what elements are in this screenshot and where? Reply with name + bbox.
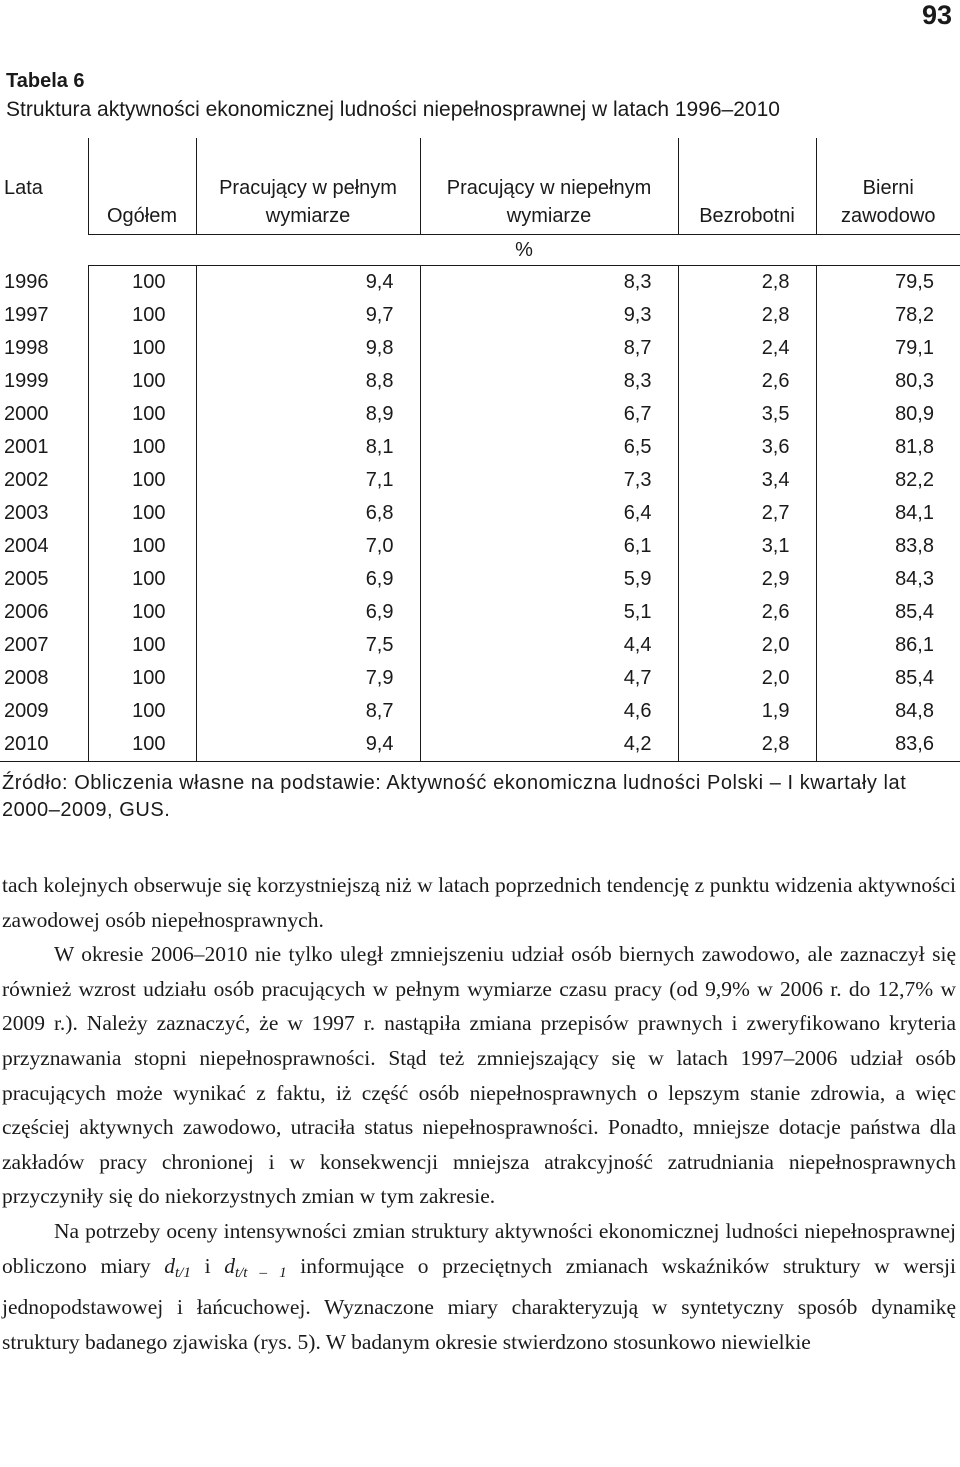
- fulltime-cell: 8,1: [196, 431, 420, 464]
- year-cell: 2001: [4, 436, 49, 458]
- parttime-cell: 9,3: [420, 299, 678, 332]
- paragraph-3-conjunction: i: [190, 1253, 225, 1278]
- inactive-cell: 85,4: [816, 662, 960, 695]
- inactive-cell: 84,3: [816, 563, 960, 596]
- total-cell: 100: [88, 596, 196, 629]
- parttime-cell: 6,1: [420, 530, 678, 563]
- year-cell: 1998: [4, 337, 49, 359]
- parttime-cell: 4,4: [420, 629, 678, 662]
- fulltime-cell: 9,4: [196, 266, 420, 300]
- parttime-cell: 8,3: [420, 266, 678, 300]
- table-row: [0, 695, 960, 728]
- inactive-cell: 80,9: [816, 398, 960, 431]
- inactive-cell: 83,8: [816, 530, 960, 563]
- total-cell: 100: [88, 464, 196, 497]
- parttime-cell: 5,9: [420, 563, 678, 596]
- fulltime-cell: 7,9: [196, 662, 420, 695]
- year-cell: 2009: [4, 700, 49, 722]
- unemployed-cell: 2,9: [678, 563, 816, 596]
- fulltime-cell: 7,0: [196, 530, 420, 563]
- total-cell: 100: [88, 662, 196, 695]
- fulltime-cell: 8,8: [196, 365, 420, 398]
- header-unemployed: Bezrobotni: [678, 138, 816, 235]
- total-cell: 100: [88, 530, 196, 563]
- parttime-cell: 8,7: [420, 332, 678, 365]
- year-cell: 1997: [4, 304, 49, 326]
- parttime-cell: 7,3: [420, 464, 678, 497]
- header-fulltime: Pracujący w pełnym wymiarze: [196, 138, 420, 235]
- unemployed-cell: 2,7: [678, 497, 816, 530]
- header-inactive: Bierni zawodowo: [816, 138, 960, 235]
- table-row: [0, 464, 960, 497]
- table-row: [0, 530, 960, 563]
- fulltime-cell: 7,1: [196, 464, 420, 497]
- page-number: 93: [921, 0, 952, 30]
- unemployed-cell: 3,4: [678, 464, 816, 497]
- table-row: [0, 728, 960, 762]
- measure-symbol-1: d: [164, 1253, 176, 1278]
- unemployed-cell: 2,0: [678, 629, 816, 662]
- header-year: Lata: [4, 176, 43, 199]
- parttime-cell: 5,1: [420, 596, 678, 629]
- parttime-cell: 6,5: [420, 431, 678, 464]
- table-row: [0, 629, 960, 662]
- unemployed-cell: 2,8: [678, 299, 816, 332]
- unemployed-cell: 1,9: [678, 695, 816, 728]
- table-row: [0, 596, 960, 629]
- paragraph-3-part-a: Na potrzeby oceny intensywności zmian struktury aktywności ekonomicznej ludności niepełnosprawnej obliczono miary: [2, 1218, 956, 1278]
- table-subtitle: Struktura aktywności ekonomicznej ludności niepełnosprawnej w latach 1996–2010: [6, 98, 780, 121]
- total-cell: 100: [88, 332, 196, 365]
- paragraph-1: tach kolejnych obserwuje się korzystniejszą niż w latach poprzednich tendencję z punktu widzenia aktywności zawodowej osób niepełnosprawnych.: [2, 873, 956, 932]
- table-row: [0, 563, 960, 596]
- total-cell: 100: [88, 365, 196, 398]
- inactive-cell: 79,1: [816, 332, 960, 365]
- year-cell: 1999: [4, 370, 49, 392]
- total-cell: 100: [88, 431, 196, 464]
- year-cell: 2004: [4, 535, 49, 557]
- year-cell: 2008: [4, 667, 49, 689]
- measure-subscript-2: t/t – 1: [234, 1264, 287, 1281]
- total-cell: 100: [88, 629, 196, 662]
- year-cell: 2003: [4, 502, 49, 524]
- table-row: [0, 332, 960, 365]
- parttime-cell: 4,2: [420, 728, 678, 762]
- unemployed-cell: 2,6: [678, 596, 816, 629]
- header-unit: %: [88, 235, 960, 266]
- year-cell: 2005: [4, 568, 49, 590]
- unemployed-cell: 2,0: [678, 662, 816, 695]
- inactive-cell: 83,6: [816, 728, 960, 762]
- paragraph-3-part-b: informujące o przeciętnych zmianach wskaźników struktury w wersji jednopodstawowej i łańcuchowej. Wyznaczone miary charakteryzują w syntetyczny sposób dynamikę struktury badanego zjawiska (rys. 5). W badanym okresie stwierdzono stosunkowo niewielkie: [2, 1253, 956, 1354]
- unemployed-cell: 2,4: [678, 332, 816, 365]
- unemployed-cell: 3,1: [678, 530, 816, 563]
- measure-subscript-1: t/1: [175, 1264, 191, 1281]
- measure-symbol-2: d: [224, 1253, 235, 1278]
- total-cell: 100: [88, 266, 196, 300]
- inactive-cell: 84,1: [816, 497, 960, 530]
- fulltime-cell: 9,4: [196, 728, 420, 762]
- fulltime-cell: 8,9: [196, 398, 420, 431]
- fulltime-cell: 6,8: [196, 497, 420, 530]
- table-row: [0, 497, 960, 530]
- unemployed-cell: 2,8: [678, 728, 816, 762]
- inactive-cell: 80,3: [816, 365, 960, 398]
- total-cell: 100: [88, 398, 196, 431]
- year-cell: 2010: [0, 728, 88, 762]
- total-cell: 100: [88, 563, 196, 596]
- fulltime-cell: 7,5: [196, 629, 420, 662]
- table-row: [0, 662, 960, 695]
- inactive-cell: 84,8: [816, 695, 960, 728]
- parttime-cell: 8,3: [420, 365, 678, 398]
- year-cell: 2006: [4, 601, 49, 623]
- unemployed-cell: 2,8: [678, 266, 816, 300]
- inactive-cell: 79,5: [816, 266, 960, 300]
- year-cell: 1996: [4, 270, 49, 293]
- table-row: [0, 431, 960, 464]
- parttime-cell: 4,6: [420, 695, 678, 728]
- fulltime-cell: 9,8: [196, 332, 420, 365]
- table-row: [0, 365, 960, 398]
- inactive-cell: 78,2: [816, 299, 960, 332]
- year-cell: 2000: [4, 403, 49, 425]
- header-parttime: Pracujący w niepełnym wymiarze: [420, 138, 678, 235]
- parttime-cell: 4,7: [420, 662, 678, 695]
- table-row: [0, 398, 960, 431]
- inactive-cell: 81,8: [816, 431, 960, 464]
- parttime-cell: 6,7: [420, 398, 678, 431]
- paragraph-3: [2, 1214, 956, 1359]
- fulltime-cell: 6,9: [196, 596, 420, 629]
- table-body: [0, 266, 960, 762]
- table-row: [0, 299, 960, 332]
- year-cell: 2007: [4, 634, 49, 656]
- table-row: [0, 266, 960, 300]
- unemployed-cell: 3,6: [678, 431, 816, 464]
- total-cell: 100: [88, 695, 196, 728]
- data-table: [0, 138, 960, 762]
- paragraph-2: W okresie 2006–2010 nie tylko uległ zmniejszeniu udział osób biernych zawodowo, ale zaznaczył się również wzrost udziału osób pracujących w pełnym wymiarze czasu pracy (od 9,9% w 2006 r. do 12,7% w 2009 r.). Należy zaznaczyć, że w 1997 r. nastąpiła zmiana przepisów prawnych i zweryfikowano kryteria przyznawania stopni niepełnosprawności. Stąd też zmniejszający się w latach 1997–2006 udział osób pracujących może wynikać z faktu, iż część osób niepełnosprawnych o lepszym stanie zdrowia, a więc częściej aktywnych zawodowo, utraciła status niepełnosprawności. Ponadto, mniejsze dotacje państwa dla zakładów pracy chronionej i w konsekwencji mniejsza atrakcyjność zatrudniania niepełnosprawnych przyczyniły się do niekorzystnych zmian w tym zakresie.: [2, 942, 956, 1209]
- inactive-cell: 85,4: [816, 596, 960, 629]
- fulltime-cell: 8,7: [196, 695, 420, 728]
- table-source: Źródło: Obliczenia własne na podstawie: Aktywność ekonomiczna ludności Polski – I kwartały lat 2000–2009, GUS.: [2, 772, 907, 821]
- body-text: [2, 868, 956, 1359]
- header-total: Ogółem: [88, 138, 196, 235]
- inactive-cell: 86,1: [816, 629, 960, 662]
- inactive-cell: 82,2: [816, 464, 960, 497]
- year-cell: 2002: [4, 469, 49, 491]
- unemployed-cell: 3,5: [678, 398, 816, 431]
- parttime-cell: 6,4: [420, 497, 678, 530]
- total-cell: 100: [88, 299, 196, 332]
- fulltime-cell: 6,9: [196, 563, 420, 596]
- unemployed-cell: 2,6: [678, 365, 816, 398]
- total-cell: 100: [88, 497, 196, 530]
- table-title: Tabela 6: [6, 70, 85, 92]
- total-cell: 100: [88, 728, 196, 762]
- fulltime-cell: 9,7: [196, 299, 420, 332]
